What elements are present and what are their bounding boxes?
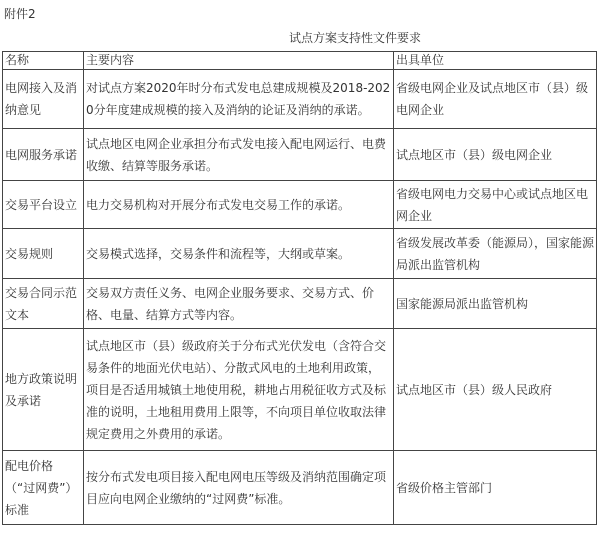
table-row (3, 70, 597, 129)
row-issuer: 省级价格主管部门 (394, 451, 597, 525)
row-issuer: 省级电网电力交易中心或试点地区电网企业 (394, 181, 597, 229)
row-issuer: 试点地区市（县）级电网企业 (394, 129, 597, 181)
table-row (3, 279, 597, 329)
row-name: 地方政策说明及承诺 (3, 329, 84, 451)
document-title: 试点方案支持性文件要求 (288, 31, 421, 45)
row-name: 电网接入及消纳意见 (3, 70, 84, 129)
header-name: 名称 (3, 52, 84, 70)
requirements-table (2, 51, 597, 525)
table-row (3, 329, 597, 451)
attachment-label: 附件2 (4, 7, 36, 21)
row-issuer: 省级发展改革委（能源局），国家能源局派出监管机构 (394, 229, 597, 279)
header-issuer: 出具单位 (394, 52, 597, 70)
table-row (3, 451, 597, 525)
row-issuer: 省级电网企业及试点地区市（县）级电网企业 (394, 70, 597, 129)
row-content: 试点地区市（县）级政府关于分布式光伏发电（含符合交易条件的地面光伏电站）、分散式风电的土地利用政策，项目是否适用城镇土地使用税，耕地占用税征收方式及标准的说明，土地租用费用上限等，不向项目单位收取法律规定费用之外费用的承诺。 (84, 329, 394, 451)
header-content: 主要内容 (84, 52, 394, 70)
row-issuer: 试点地区市（县）级人民政府 (394, 329, 597, 451)
row-issuer: 国家能源局派出监管机构 (394, 279, 597, 329)
table-row (3, 181, 597, 229)
row-name: 配电价格（“过网费”）标准 (3, 451, 84, 525)
row-content: 交易模式选择，交易条件和流程等，大纲或草案。 (84, 229, 394, 279)
row-name: 电网服务承诺 (3, 129, 84, 181)
table-header-row (3, 52, 597, 70)
row-content: 试点地区电网企业承担分布式发电接入配电网运行、电费收缴、结算等服务承诺。 (84, 129, 394, 181)
table-row (3, 229, 597, 279)
row-name: 交易规则 (3, 229, 84, 279)
row-name: 交易平台设立 (3, 181, 84, 229)
row-name: 交易合同示范文本 (3, 279, 84, 329)
row-content: 对试点方案2020年时分布式发电总建成规模及2018-2020分年度建成规模的接入及消纳的论证及消纳的承诺。 (84, 70, 394, 129)
table-row (3, 129, 597, 181)
row-content: 电力交易机构对开展分布式发电交易工作的承诺。 (84, 181, 394, 229)
row-content: 按分布式发电项目接入配电网电压等级及消纳范围确定项目应向电网企业缴纳的“过网费”标准。 (84, 451, 394, 525)
row-content: 交易双方责任义务、电网企业服务要求、交易方式、价格、电量、结算方式等内容。 (84, 279, 394, 329)
